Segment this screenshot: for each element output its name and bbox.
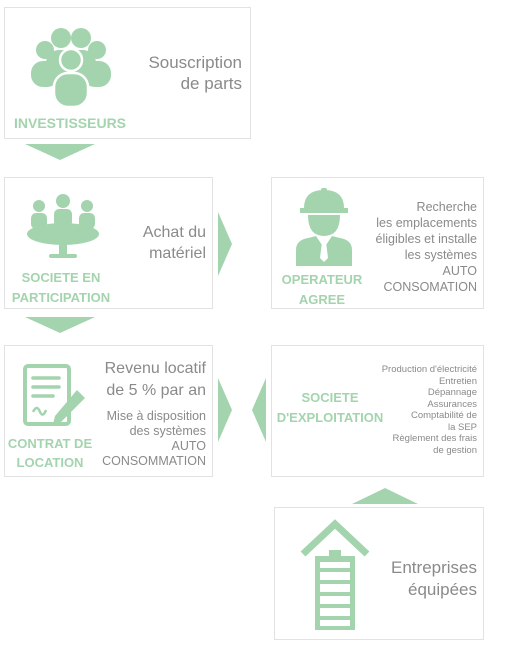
sep-label-1: SOCIETE EN xyxy=(21,270,101,285)
sep-text-2: matériel xyxy=(149,245,206,262)
contrat-line: des systèmes xyxy=(129,424,206,438)
contrat-lines xyxy=(86,409,206,469)
exploitation-line: de gestion xyxy=(433,444,477,456)
investisseurs-text-2: de parts xyxy=(180,74,242,93)
operateur-line: CONSOMATION xyxy=(383,280,477,294)
exploitation-label-1: SOCIETE xyxy=(301,390,359,405)
entreprises-box xyxy=(274,507,484,640)
investisseurs-box xyxy=(4,7,251,139)
exploitation-line: la SEP xyxy=(447,421,477,433)
contrat-big-1: Revenu locatif xyxy=(104,360,206,377)
operateur-line: les emplacements xyxy=(376,216,477,230)
exploitation-label-2: D'EXPLOITATION xyxy=(276,410,384,425)
sep-box xyxy=(4,177,213,309)
contrat-label-2: LOCATION xyxy=(16,455,84,470)
entreprises-text-2: équipées xyxy=(407,580,477,599)
contrat-line: CONSOMMATION xyxy=(102,454,206,468)
sep-text-1: Achat du xyxy=(142,224,206,241)
exploitation-line: Comptabilité de xyxy=(410,410,477,421)
operateur-label-2: AGREE xyxy=(298,292,346,307)
contrat-line: AUTO xyxy=(171,439,206,453)
arrow-right-1 xyxy=(218,212,232,276)
meeting-table-icon xyxy=(21,192,105,262)
engineer-hardhat-icon xyxy=(294,186,354,266)
arrow-left xyxy=(252,378,266,442)
exploitation-lines xyxy=(367,364,477,456)
exploitation-line: Dépannage xyxy=(427,387,477,398)
operateur-lines xyxy=(357,199,477,295)
arrow-right-2 xyxy=(218,378,232,442)
operateur-line: Recherche xyxy=(416,200,477,214)
exploitation-line: Entretien xyxy=(438,375,477,387)
contrat-box xyxy=(4,345,213,477)
arrow-down-1 xyxy=(25,144,95,160)
operateur-label-1: OPERATEUR xyxy=(281,272,363,287)
investisseurs-label: INVESTISSEURS xyxy=(13,115,127,131)
house-battery-icon xyxy=(299,516,371,632)
operateur-box xyxy=(271,177,484,309)
contrat-big-2: de 5 % par an xyxy=(106,382,206,399)
sep-label-2: PARTICIPATION xyxy=(11,290,111,305)
contract-signature-icon xyxy=(23,364,89,430)
exploitation-box xyxy=(271,345,484,477)
exploitation-line: Règlement des frais xyxy=(392,433,477,444)
contrat-label-1: CONTRAT DE xyxy=(7,436,93,451)
operateur-line: les systèmes xyxy=(404,248,477,262)
arrow-up xyxy=(352,488,418,504)
operateur-line: éligibles et installe xyxy=(375,232,477,246)
exploitation-line: Production d'électricité xyxy=(381,364,477,375)
people-group-icon xyxy=(25,24,117,108)
investisseurs-text-1: Souscription xyxy=(148,53,242,72)
exploitation-line: Assurances xyxy=(427,398,477,410)
arrow-down-2 xyxy=(25,317,95,333)
contrat-line: Mise à disposition xyxy=(106,409,206,423)
entreprises-text-1: Entreprises xyxy=(391,558,477,577)
operateur-line: AUTO xyxy=(442,264,477,278)
